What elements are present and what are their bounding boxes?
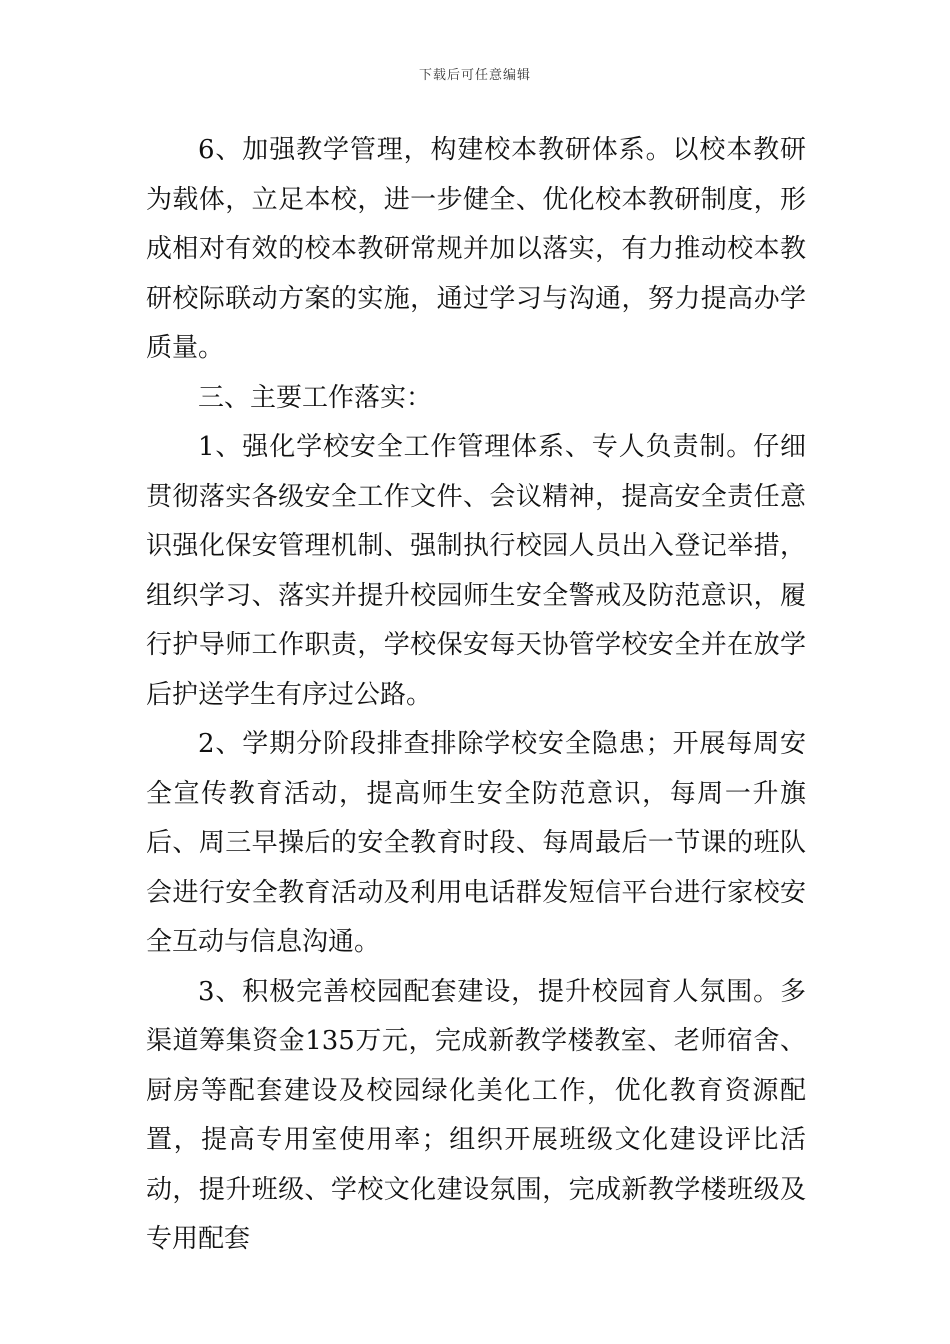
paragraph-safety-system: 1、强化学校安全工作管理体系、专人负责制。仔细贯彻落实各级安全工作文件、会议精神，提高安全责任意识强化保安管理机制、强制执行校园人员出入登记举措，组织学习、落实并提升校园师生安全警戒及防范意识，履行护导师工作职责，学校保安每天协管学校安全并在放学后护送学生有序过公路。 [146,432,806,710]
paragraph-safety-inspection: 2、学期分阶段排查排除学校安全隐患；开展每周安全宣传教育活动，提高师生安全防范意识，每周一升旗后、周三早操后的安全教育时段、每周最后一节课的班队会进行安全教育活动及利用电话群发短信平台进行家校安全互动与信息沟通。 [146,729,806,957]
paragraph-teaching-management: 6、加强教学管理，构建校本教研体系。以校本教研为载体，立足本校，进一步健全、优化校本教研制度，形成相对有效的校本教研常规并加以落实，有力推动校本教研校际联动方案的实施，通过学习与沟通，努力提高办学质量。 [146,135,806,363]
page-header: 下载后可任意编辑 [418,68,531,83]
section-heading-main-work: 三、主要工作落实： [198,382,433,413]
paragraph-campus-construction: 3、积极完善校园配套建设，提升校园育人氛围。多渠道筹集资金135万元，完成新教学楼教室、老师宿舍、厨房等配套建设及校园绿化美化工作，优化教育资源配置，提高专用室使用率；组织开展班级文化建设评比活动，提升班级、学校文化建设氛围，完成新教学楼班级及专用配套 [146,976,806,1254]
document-body [146,126,806,1265]
